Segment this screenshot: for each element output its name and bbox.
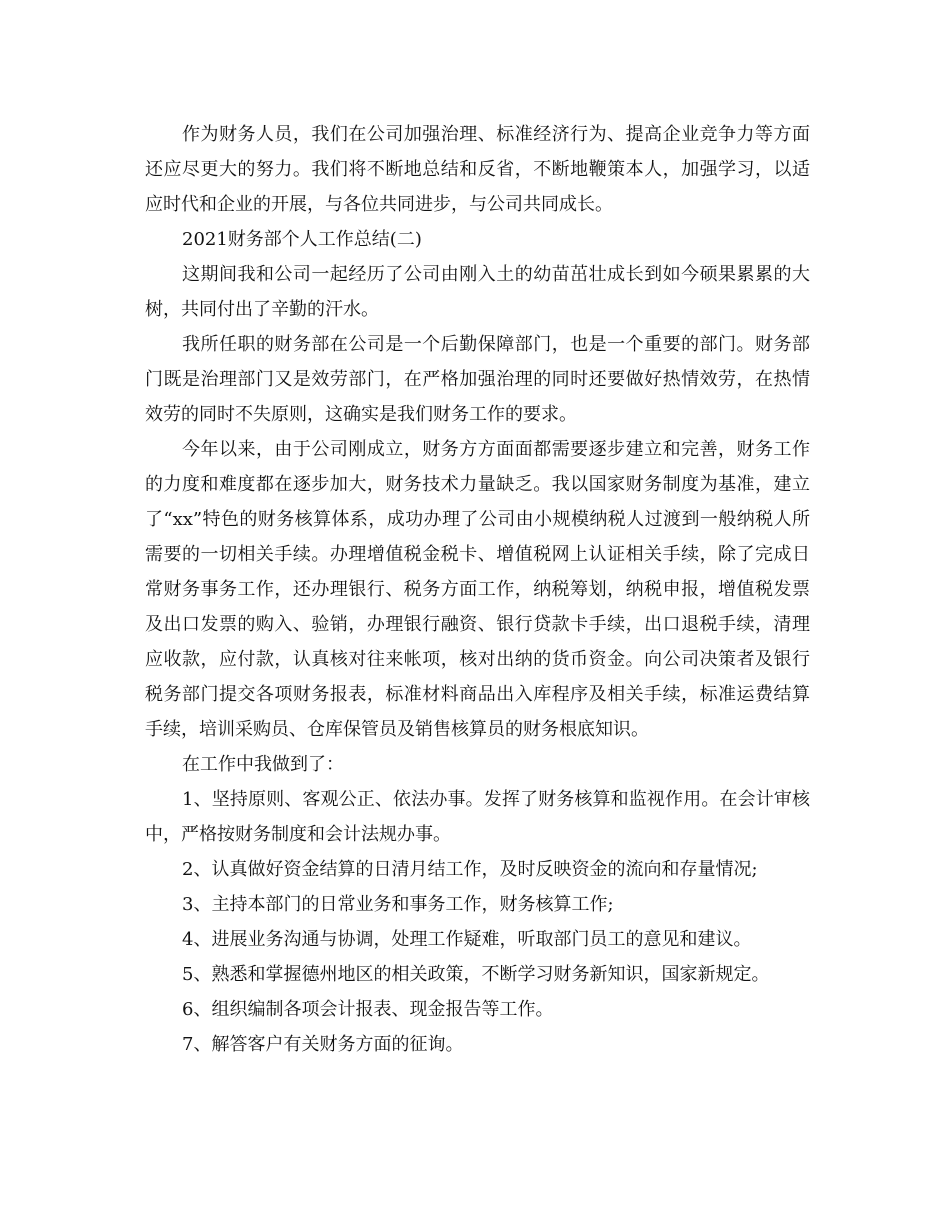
paragraph-intro: 这期间我和公司一起经历了公司由刚入土的幼苗茁壮成长到如今硕果累累的大树，共同付出了辛勤的汗水。 xyxy=(145,264,810,320)
paragraph-achievements-intro: 在工作中我做到了： xyxy=(182,754,344,775)
list-item-4: 4、进展业务沟通与协调，处理工作疑难，听取部门员工的意见和建议。 xyxy=(182,929,752,950)
list-item-7: 7、解答客户有关财务方面的征询。 xyxy=(182,1034,464,1055)
list-item-1: 1、坚持原则、客观公正、依法办事。发挥了财务核算和监视作用。在会计审核中，严格按财务制度和会计法规办事。 xyxy=(145,789,810,845)
list-item-5: 5、熟悉和掌握德州地区的相关政策，不断学习财务新知识，国家新规定。 xyxy=(182,964,770,985)
list-item-2: 2、认真做好资金结算的日清月结工作，及时反映资金的流向和存量情况; xyxy=(182,859,758,880)
section-heading: 2021财务部个人工作总结(二) xyxy=(182,229,422,250)
paragraph-work-details: 今年以来，由于公司刚成立，财务方方面面都需要逐步建立和完善，财务工作的力度和难度都在逐步加大，财务技术力量缺乏。我以国家财务制度为基准，建立了“xx”特色的财务核算体系，成功办理了公司由小规模纳税人过渡到一般纳税人所需要的一切相关手续。办理增值税金税卡、增值税网上认证相关手续，除了完成日常财务事务工作，还办理银行、税务方面工作，纳税筹划，纳税申报，增值税发票及出口发票的购入、验销，办理银行融资、银行贷款卡手续，出口退税手续，清理应收款，应付款，认真核对往来帐项，核对出纳的货币资金。向公司决策者及银行税务部门提交各项财务报表，标准材料商品出入库程序及相关手续，标准运费结算手续，培训采购员、仓库保管员及销售核算员的财务根底知识。 xyxy=(145,439,810,740)
paragraph-department-role: 我所任职的财务部在公司是一个后勤保障部门，也是一个重要的部门。财务部门既是治理部门又是效劳部门，在严格加强治理的同时还要做好热情效劳，在热情效劳的同时不失原则，这确实是我们财务工作的要求。 xyxy=(145,334,810,425)
document-body xyxy=(145,117,810,1062)
list-item-3: 3、主持本部门的日常业务和事务工作，财务核算工作; xyxy=(182,894,614,915)
list-item-6: 6、组织编制各项会计报表、现金报告等工作。 xyxy=(182,999,554,1020)
paragraph-closing-summary: 作为财务人员，我们在公司加强治理、标准经济行为、提高企业竞争力等方面还应尽更大的努力。我们将不断地总结和反省，不断地鞭策本人，加强学习，以适应时代和企业的开展，与各位共同进步，与公司共同成长。 xyxy=(145,124,810,215)
